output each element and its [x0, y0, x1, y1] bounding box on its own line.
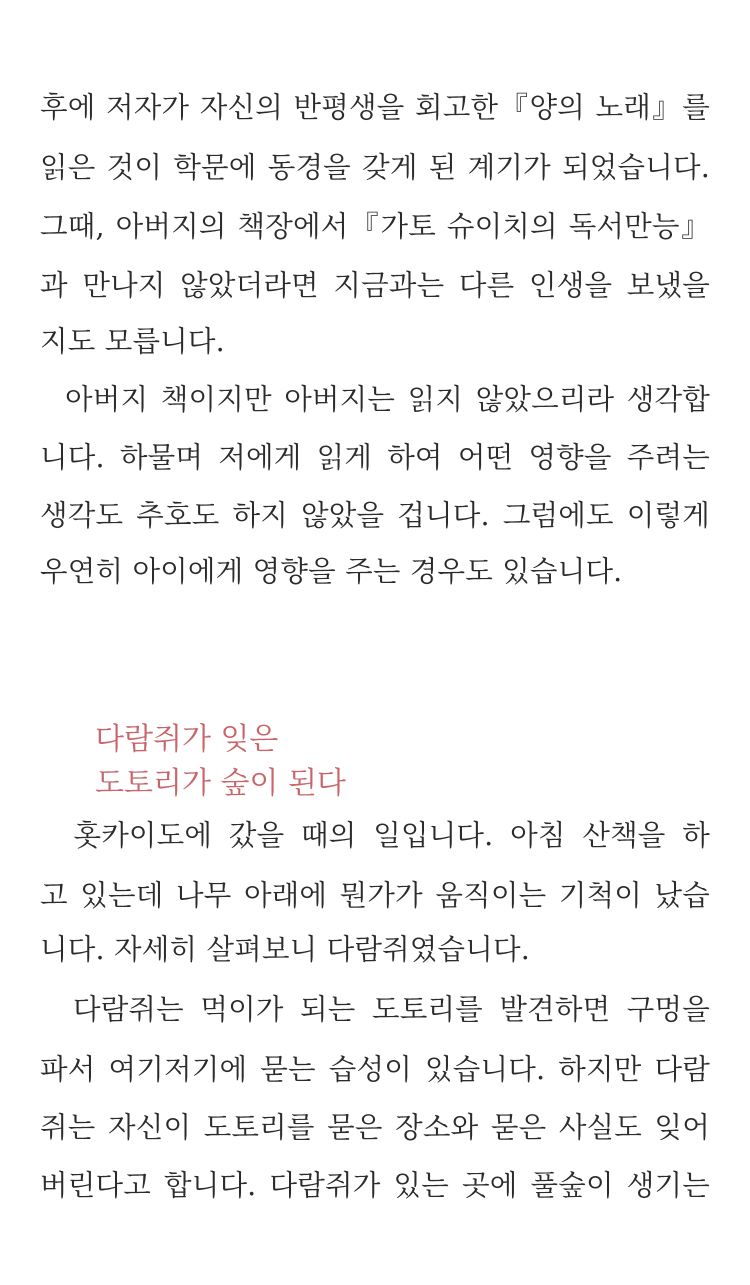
text-line: 아버지 책이지만 아버지는 읽지 않았으리라 생각합	[40, 383, 710, 416]
text-line: 니다. 하물며 저에게 읽게 하여 어떤 영향을 주려는	[40, 441, 710, 474]
text-line: 그때, 아버지의 책장에서『가토 슈이치의 독서만능』	[40, 210, 710, 243]
text-line: 지도 모릅니다.	[40, 325, 225, 358]
text-line: 후에 저자가 자신의 반평생을 회고한『양의 노래』를	[40, 91, 710, 124]
section-heading-line-2: 도토리가 숲이 된다	[95, 766, 346, 801]
text-line: 버린다고 합니다. 다람쥐가 있는 곳에 풀숲이 생기는	[40, 1169, 710, 1202]
text-line: 다람쥐는 먹이가 되는 도토리를 발견하면 구멍을	[40, 993, 710, 1026]
text-line: 고 있는데 나무 아래에 뭔가가 움직이는 기척이 났습	[40, 879, 710, 912]
text-line: 파서 여기저기에 묻는 습성이 있습니다. 하지만 다람	[40, 1053, 710, 1086]
text-line: 생각도 추호도 하지 않았을 겁니다. 그럼에도 이렇게	[40, 499, 710, 532]
text-line: 니다. 자세히 살펴보니 다람쥐였습니다.	[40, 933, 530, 966]
section-heading-line-1: 다람쥐가 잊은	[95, 722, 279, 757]
text-line: 읽은 것이 학문에 동경을 갖게 된 계기가 되었습니다.	[40, 151, 710, 184]
text-line: 쥐는 자신이 도토리를 묻은 장소와 묻은 사실도 잊어	[40, 1111, 710, 1144]
text-line: 홋카이도에 갔을 때의 일입니다. 아침 산책을 하	[40, 819, 710, 852]
text-line: 우연히 아이에게 영향을 주는 경우도 있습니다.	[40, 555, 623, 588]
text-line: 과 만나지 않았더라면 지금과는 다른 인생을 보냈을	[40, 269, 710, 302]
